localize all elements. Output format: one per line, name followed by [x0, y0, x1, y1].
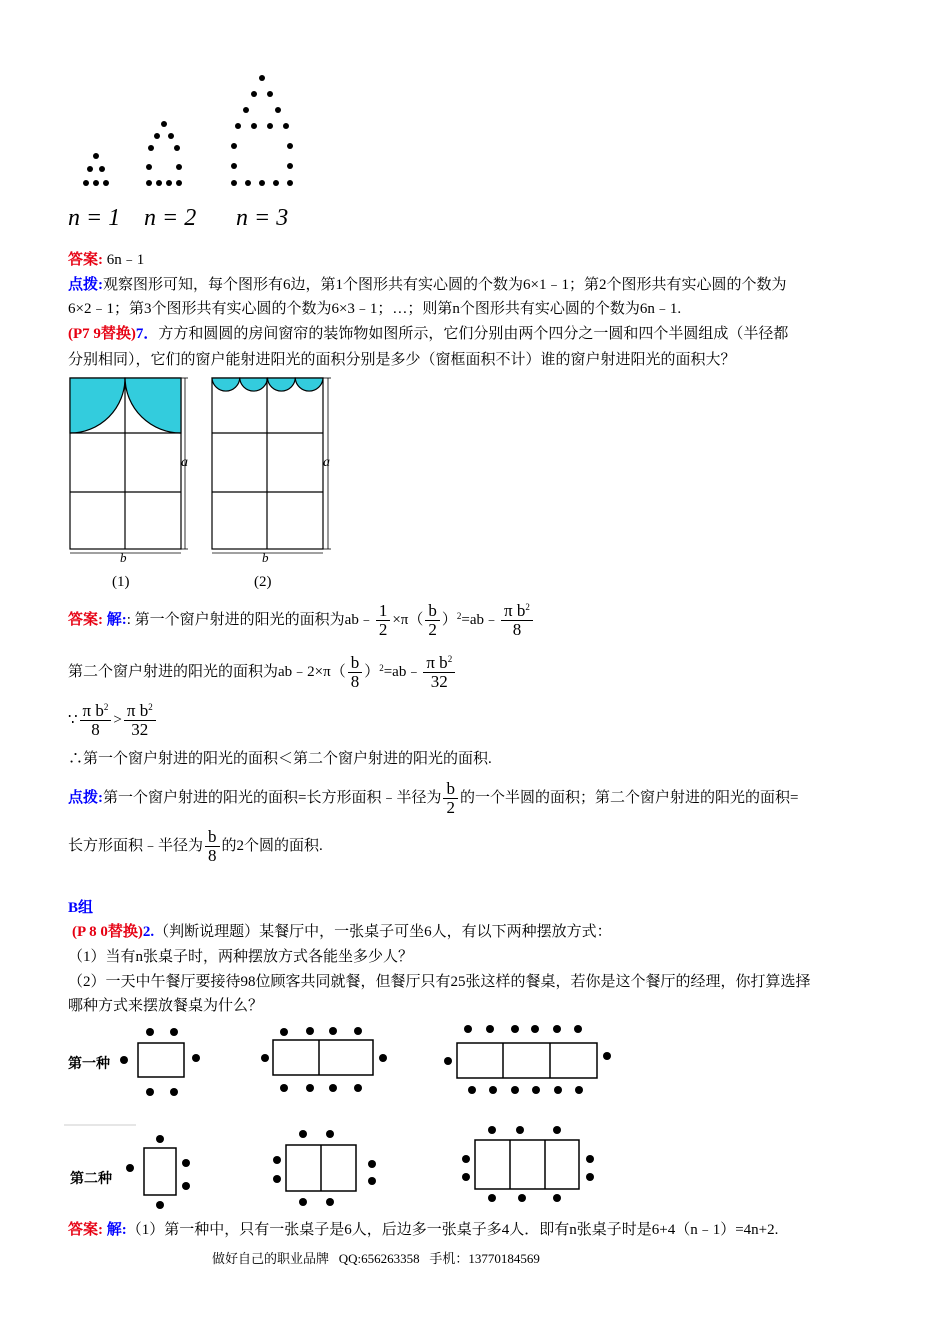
fraction-pib2-over-32: $\frac{\pi b^2}{32}$ — [124, 702, 156, 739]
group-b-title: B组 — [68, 900, 94, 916]
answer-text: 第二个窗户射进的阳光的面积为ab﹣2×π（ — [68, 664, 346, 680]
superscript: 2 — [456, 611, 462, 621]
hint-text: 的一个半圆的面积；第二个窗户射进的阳光的面积= — [459, 790, 799, 806]
answer-text: ） — [441, 612, 457, 628]
solution-label: 解: — [106, 1222, 127, 1238]
b-answer-line — [68, 1220, 778, 1240]
hint-text: 观察图形可知，每个图形有6边，第1个图形共有实心圆的个数为6×1﹣1；第2个图形共有实心圆的个数为 — [103, 277, 787, 293]
fig-label-n3: n = 3 — [236, 205, 289, 230]
answer-label: 答案: — [68, 612, 103, 628]
q7-compare-line — [68, 700, 158, 740]
answer-text: （1）第一种中，只有一张桌子是6人，后边多一张桌子多4人．即有n张桌子时是6+4（n﹣1）=4n+2. — [126, 1222, 779, 1238]
hint-label: 点拨: — [68, 790, 103, 806]
window1-caption: (1) — [112, 574, 130, 590]
q7-hint-line1 — [68, 778, 798, 818]
arrangement-label-1: 第一种 — [68, 1057, 110, 1072]
q7-hint-line2 — [68, 826, 323, 866]
superscript: 2 — [379, 663, 384, 673]
window2-label-b: b — [262, 550, 269, 565]
question-source-tag: (P 8 0替换) — [72, 924, 143, 940]
arrangement-label-2: 第二种 — [70, 1172, 112, 1187]
hint-text: 的2个圆的面积. — [221, 838, 323, 854]
b-question-line4: 哪种方式来摆放餐桌为什么？ — [68, 998, 264, 1014]
answer-value: 6n﹣1 — [106, 252, 145, 268]
answer-label: 答案: — [68, 1222, 103, 1238]
answer-label: 答案: — [68, 252, 103, 268]
window1-label-b: b — [120, 550, 127, 565]
answer-text: =ab﹣ — [461, 612, 500, 628]
fig-label-n1: n = 1 — [68, 205, 121, 230]
window-2 — [212, 378, 331, 553]
question-number: 7． — [135, 326, 159, 342]
hint-label: 点拨: — [68, 277, 103, 293]
greater-than: > — [113, 712, 122, 728]
b-question-line3: （2）一天中午餐厅要接待98位顾客共同就餐，但餐厅只有25张这样的餐桌，若你是这个餐厅的经理，你打算选择 — [68, 974, 811, 990]
question-source-tag: (P7 9替换) — [68, 326, 136, 342]
q6-hint-line1 — [68, 275, 786, 295]
b-question-line1 — [72, 922, 612, 942]
window2-caption: (2) — [254, 574, 272, 590]
window-figure — [64, 372, 364, 594]
fig-label-n2: n = 2 — [144, 205, 197, 230]
q7-answer-line2 — [68, 650, 457, 694]
q6-answer-line — [68, 250, 144, 270]
answer-text: ） — [364, 664, 380, 680]
question-text: （判断说理题）某餐厅中，一张桌子可坐6人，有以下两种摆放方式： — [154, 924, 612, 940]
answer-text: : 第一个窗户射进的阳光的面积为ab﹣ — [126, 612, 374, 628]
q7-answer-line1 — [68, 600, 535, 640]
answer-text: =ab﹣ — [383, 664, 422, 680]
q6-hint-line2: 6×2﹣1；第3个图形共有实心圆的个数为6×3﹣1；…；则第n个图形共有实心圆的个数为6n﹣1. — [68, 301, 682, 317]
q7-question-line1 — [68, 324, 788, 344]
solution-label: 解: — [106, 612, 127, 628]
window1-label-a: a — [181, 455, 188, 470]
page-footer: 做好自己的职业品牌 QQ:656263358 手机：13770184569 — [212, 1251, 540, 1266]
hint-text: 长方形面积﹣半径为 — [68, 838, 204, 854]
fraction-one-half: $\frac{1}{2}$ — [376, 602, 391, 639]
window2-label-a: a — [323, 455, 330, 470]
table-arrangement-figure — [60, 1018, 620, 1223]
b-question-line2: （1）当有n张桌子时，两种摆放方式各能坐多少人？ — [68, 949, 414, 965]
fraction-b-over-2: $\frac{b}{2}$ — [425, 602, 440, 639]
fraction-pib2-over-8: $\frac{\pi b^2}{8}$ — [501, 602, 533, 639]
fraction-pib2-over-8: $\frac{\pi b^2}{8}$ — [80, 702, 112, 739]
question-text: 方方和圆圆的房间窗帘的装饰物如图所示，它们分别由两个四分之一圆和四个半圆组成（半径都 — [158, 326, 789, 342]
fraction-pib2-over-32: $\frac{\pi b^2}{32}$ — [423, 654, 455, 691]
fraction-b-over-8: $\frac{b}{8}$ — [205, 828, 220, 865]
hint-text: 第一个窗户射进的阳光的面积=长方形面积﹣半径为 — [103, 790, 442, 806]
question-number: 2. — [142, 924, 155, 940]
window-1 — [70, 378, 188, 553]
dot-pattern-figure — [60, 70, 310, 230]
answer-text: ×π（ — [392, 612, 424, 628]
fraction-b-over-8: $\frac{b}{8}$ — [348, 654, 363, 691]
because-symbol: ∵ — [68, 712, 78, 728]
fraction-b-over-2: $\frac{b}{2}$ — [443, 780, 458, 817]
q7-conclusion: ∴第一个窗户射进的阳光的面积＜第二个窗户射进的阳光的面积. — [68, 751, 492, 767]
q7-question-line2: 分别相同），它们的窗户能射进阳光的面积分别是多少（窗框面积不计）谁的窗户射进阳光的面积大？ — [68, 352, 736, 368]
